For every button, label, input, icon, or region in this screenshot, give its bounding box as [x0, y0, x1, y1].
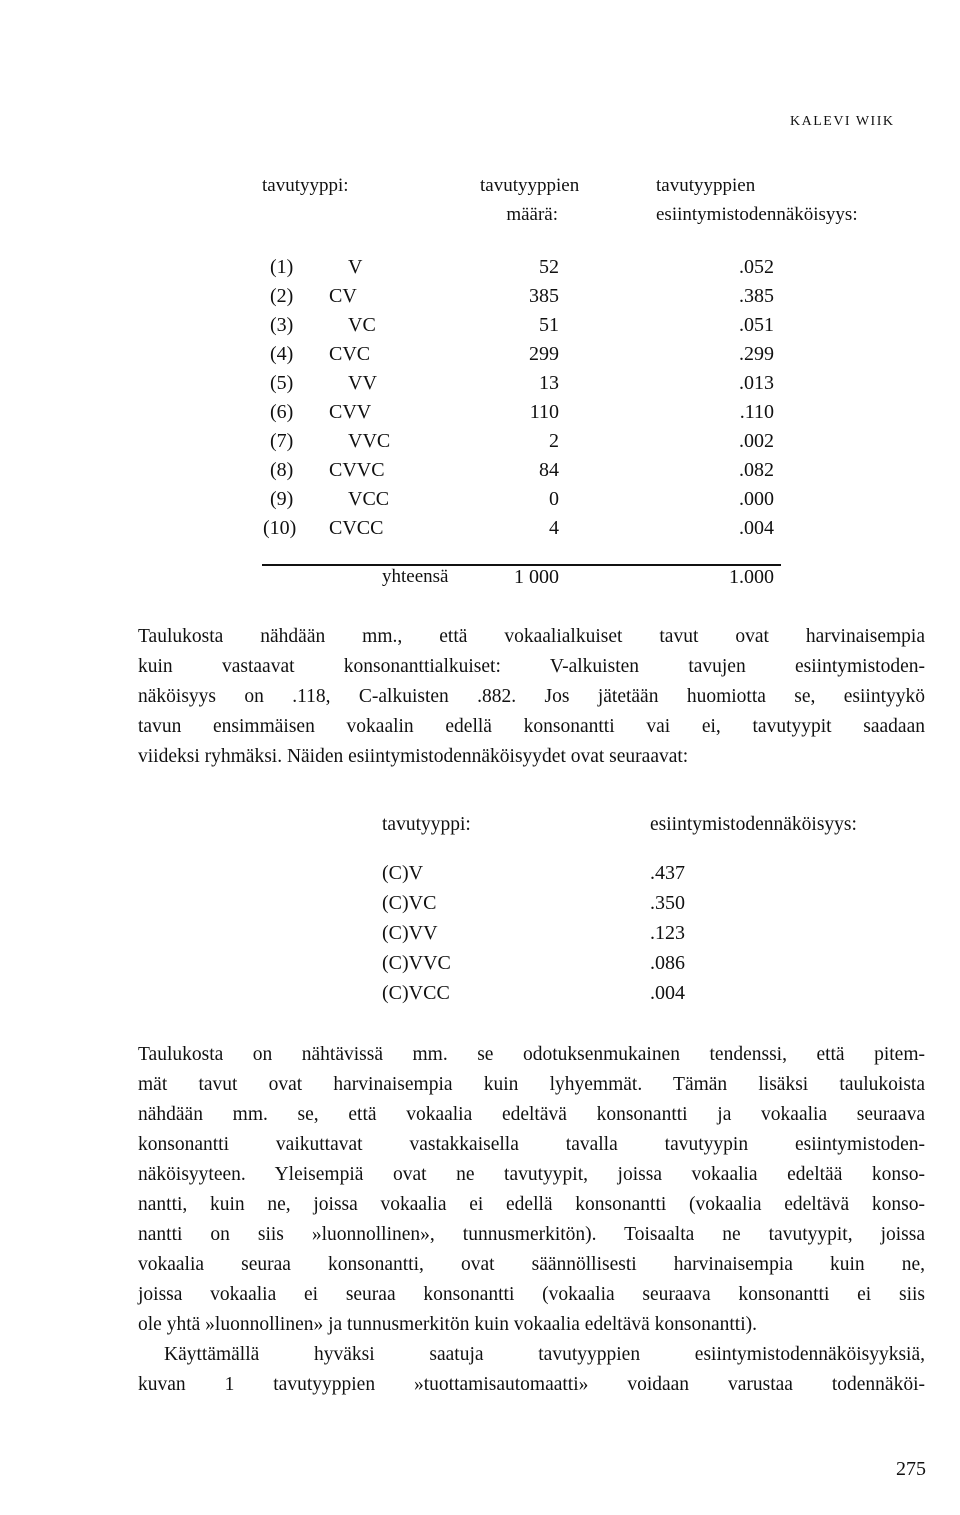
table-row — [0, 285, 960, 314]
text-line: Taulukosta nähdään mm., että vokaalialkuiset tavut ovat harvinaisempia — [138, 626, 925, 647]
type-probability: .052 — [739, 256, 774, 278]
syllable-type: V — [348, 256, 363, 278]
type-count: 52 — [539, 256, 559, 278]
syllable-group: (C)V — [382, 862, 424, 884]
total-count: 1 000 — [514, 566, 559, 588]
syllable-type: CVV — [329, 401, 372, 423]
syllable-group: (C)VV — [382, 922, 438, 944]
type-count: 51 — [539, 314, 559, 336]
row-number: (8) — [270, 459, 294, 481]
text-line: nähdään mm. se, että vokaalia edeltävä konsonantti ja vokaalia seuraava — [138, 1104, 925, 1125]
text-line: vokaalia seuraa konsonantti, ovat säännöllisesti harvinaisempia kuin ne, — [138, 1254, 925, 1275]
row-number: (6) — [270, 401, 294, 423]
table-row — [0, 343, 960, 372]
text-line: tavun ensimmäisen vokaalin edellä konsonantti vai ei, tavutyypit saadaan — [138, 716, 925, 737]
type-probability: .013 — [739, 372, 774, 394]
running-header-author: KALEVI WIIK — [790, 114, 895, 129]
type-probability: .299 — [739, 343, 774, 365]
text-line: Taulukosta on nähtävissä mm. se odotuksenmukainen tendenssi, että pitem- — [138, 1044, 925, 1065]
syllable-type: CVVC — [329, 459, 385, 481]
type-probability: .385 — [739, 285, 774, 307]
table-total-row — [0, 566, 960, 595]
table-row — [0, 488, 960, 517]
type-count: 84 — [539, 459, 559, 481]
row-number: (3) — [270, 314, 294, 336]
type-count: 13 — [539, 372, 559, 394]
text-line: ole yhtä »luonnollinen» ja tunnusmerkitön kuin vokaalia edeltävä konsonantti). — [138, 1314, 757, 1335]
table1-header-count-line1: tavutyyppien — [480, 175, 580, 196]
syllable-type: CVC — [329, 343, 371, 365]
text-line: konsonantti vaikuttavat vastakkaisella tavalla tavutyypin esiintymistoden- — [138, 1134, 925, 1155]
group-probability: .086 — [650, 952, 685, 974]
body-paragraph-3 — [138, 1340, 925, 1400]
syllable-type: CVCC — [329, 517, 384, 539]
type-count: 0 — [549, 488, 559, 510]
table-row — [0, 517, 960, 546]
type-count: 385 — [529, 285, 559, 307]
type-count: 4 — [549, 517, 559, 539]
syllable-type: VCC — [348, 488, 390, 510]
text-line: joissa vokaalia ei seuraa konsonantti (vokaalia seuraava konsonantti ei siis — [138, 1284, 925, 1305]
row-number: (10) — [263, 517, 297, 539]
group-probability: .004 — [650, 982, 685, 1004]
table2-header-prob: esiintymistodennäköisyys: — [650, 814, 857, 835]
group-probability: .437 — [650, 862, 685, 884]
type-probability: .000 — [739, 488, 774, 510]
text-line: viideksi ryhmäksi. Näiden esiintymistodennäköisyydet ovat seuraavat: — [138, 746, 689, 767]
syllable-type: VVC — [348, 430, 391, 452]
table-row — [0, 862, 960, 892]
row-number: (4) — [270, 343, 294, 365]
syllable-type: VV — [348, 372, 377, 394]
syllable-group: (C)VCC — [382, 982, 450, 1004]
table-row — [0, 314, 960, 343]
table2-header-type: tavutyyppi: — [382, 814, 471, 835]
table-row — [0, 372, 960, 401]
text-line: kuin vastaavat konsonanttialkuiset: V-alkuisten tavujen esiintymistoden- — [138, 656, 925, 677]
text-line: kuvan 1 tavutyyppien »tuottamisautomaatti» voidaan varustaa todennäköi- — [138, 1374, 925, 1395]
body-paragraph-1 — [138, 622, 925, 772]
type-count: 110 — [529, 401, 559, 423]
syllable-type: CV — [329, 285, 357, 307]
type-count: 299 — [529, 343, 559, 365]
text-line: mät tavut ovat harvinaisempia kuin lyhyemmät. Tämän lisäksi taulukoista — [138, 1074, 925, 1095]
table1-header-count-line2: määrä: — [506, 204, 558, 225]
table-row — [0, 256, 960, 285]
type-probability: .002 — [739, 430, 774, 452]
table1-header-prob-line2: esiintymistodennäköisyys: — [656, 204, 858, 225]
body-paragraph-2 — [138, 1040, 925, 1340]
row-number: (9) — [270, 488, 294, 510]
table-row — [0, 952, 960, 982]
type-count: 2 — [549, 430, 559, 452]
group-probability: .123 — [650, 922, 685, 944]
text-line: näköisyyteen. Yleisempiä ovat ne tavutyypit, joissa vokaalia edeltää konso- — [138, 1164, 925, 1185]
text-line: Käyttämällä hyväksi saatuja tavutyyppien esiintymistodennäköisyyksiä, — [164, 1344, 925, 1365]
type-probability: .082 — [739, 459, 774, 481]
type-probability: .051 — [739, 314, 774, 336]
table1-header-prob-line1: tavutyyppien — [656, 175, 756, 196]
row-number: (5) — [270, 372, 294, 394]
table-row — [0, 430, 960, 459]
row-number: (7) — [270, 430, 294, 452]
table-row — [0, 892, 960, 922]
type-probability: .110 — [739, 401, 774, 423]
text-line: nantti, kuin ne, joissa vokaalia ei edellä konsonantti (vokaalia edeltävä konso- — [138, 1194, 925, 1215]
table-row — [0, 459, 960, 488]
syllable-group: (C)VC — [382, 892, 437, 914]
total-label: yhteensä — [382, 566, 449, 587]
type-probability: .004 — [739, 517, 774, 539]
text-line: näköisyys on .118, C-alkuisten .882. Jos jätetään huomiotta se, esiintyykö — [138, 686, 925, 707]
total-probability: 1.000 — [729, 566, 774, 588]
page-number: 275 — [896, 1458, 926, 1480]
syllable-type: VC — [348, 314, 376, 336]
row-number: (1) — [270, 256, 294, 278]
group-probability: .350 — [650, 892, 685, 914]
table-row — [0, 401, 960, 430]
table1-header-type: tavutyyppi: — [262, 175, 349, 196]
table-row — [0, 922, 960, 952]
table-row — [0, 982, 960, 1012]
syllable-group: (C)VVC — [382, 952, 451, 974]
row-number: (2) — [270, 285, 294, 307]
text-line: nantti on siis »luonnollinen», tunnusmerkitön). Toisaalta ne tavutyypit, joissa — [138, 1224, 925, 1245]
